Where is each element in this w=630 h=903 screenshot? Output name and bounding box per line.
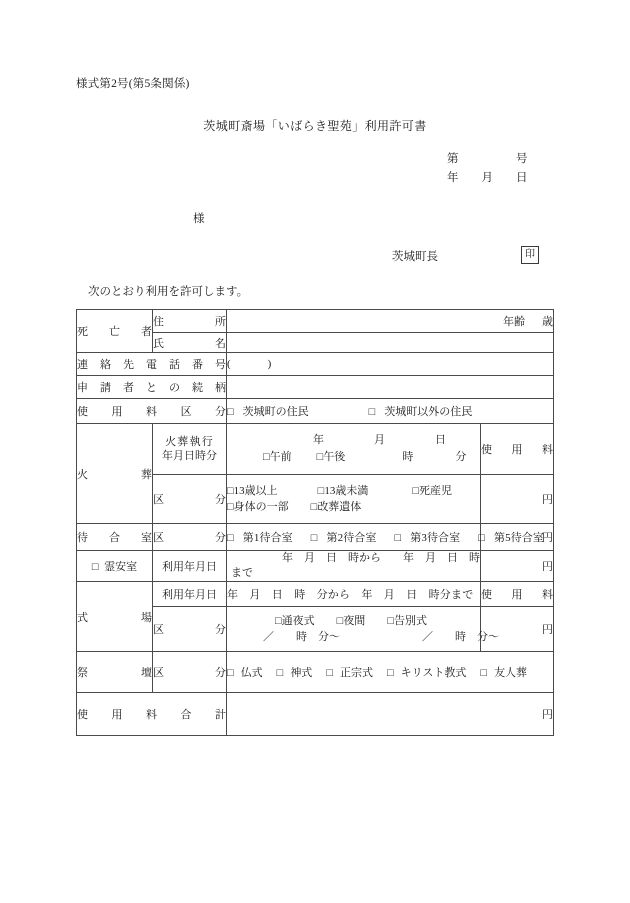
waiting-room-kind-label: 区分 bbox=[153, 524, 227, 551]
yen-unit: 円 bbox=[542, 494, 553, 506]
name-label: 氏名 bbox=[153, 333, 227, 353]
mortuary-date-label: 利用年月日 bbox=[153, 551, 227, 582]
checkbox-waiting-room-3[interactable] bbox=[395, 532, 470, 544]
option-label: 13歳以上 bbox=[233, 485, 278, 497]
table-row-cremation-datetime bbox=[77, 424, 554, 475]
altar-label: 祭壇 bbox=[77, 652, 153, 693]
month-label: 月 bbox=[374, 434, 385, 446]
year-label: 年 bbox=[313, 434, 324, 446]
checkbox-pm[interactable] bbox=[317, 451, 346, 463]
day-label: 日 bbox=[435, 434, 446, 446]
hour-label: 時 bbox=[402, 451, 414, 463]
checkbox-body-part[interactable] bbox=[227, 501, 289, 513]
cremation-datetime-label bbox=[153, 424, 227, 475]
option-label: 告別式 bbox=[393, 615, 427, 627]
mortuary-fee-value[interactable] bbox=[481, 551, 554, 582]
document-number-line: 第 号 bbox=[447, 153, 528, 165]
option-label: 茨城町以外の住民 bbox=[384, 406, 473, 418]
checkbox-age-under-13[interactable] bbox=[318, 485, 369, 497]
mortuary-label: 霊安室 bbox=[104, 561, 138, 573]
mortuary-label-cell[interactable] bbox=[77, 551, 153, 582]
hall-fee-header: 使用料 bbox=[481, 582, 554, 607]
checkbox-icon: □ bbox=[394, 532, 402, 544]
checkbox-icon: □ bbox=[478, 532, 485, 544]
checkbox-icon: □ bbox=[276, 667, 284, 679]
cremation-kind-label: 区分 bbox=[153, 475, 227, 524]
checkbox-icon: □ bbox=[336, 615, 344, 627]
checkbox-icon: □ bbox=[275, 615, 282, 627]
checkbox-reburial-body[interactable] bbox=[311, 501, 362, 513]
option-label: 第3待合室 bbox=[410, 532, 461, 544]
intro-text: 次のとおり利用を許可します。 bbox=[88, 286, 249, 298]
checkbox-icon: □ bbox=[387, 615, 394, 627]
cremation-datetime-label-line2: 年月日時分 bbox=[162, 450, 217, 462]
checkbox-resident-in-town[interactable] bbox=[227, 406, 309, 418]
yen-unit: 円 bbox=[542, 709, 553, 721]
table-row-fee-category bbox=[77, 399, 554, 424]
hall-date-label: 利用年月日 bbox=[153, 582, 227, 607]
table-row-mortuary bbox=[77, 551, 554, 582]
total-fee-value[interactable] bbox=[227, 693, 554, 736]
option-label: 改葬遺体 bbox=[317, 501, 362, 513]
page-title: 茨城町斎場「いばらき聖苑」利用許可書 bbox=[203, 119, 427, 133]
checkbox-icon: □ bbox=[317, 485, 325, 497]
checkbox-icon: □ bbox=[480, 667, 488, 679]
option-label: 死産児 bbox=[418, 485, 452, 497]
checkbox-icon: □ bbox=[310, 501, 318, 513]
checkbox-icon: □ bbox=[227, 532, 234, 544]
cremation-label: 火葬 bbox=[77, 424, 153, 524]
option-label: 第1待合室 bbox=[242, 532, 293, 544]
relation-label: 申請者との続柄 bbox=[77, 376, 227, 399]
relation-value-cell[interactable] bbox=[227, 376, 554, 399]
checkbox-shinto-style[interactable] bbox=[277, 667, 320, 679]
address-value-cell[interactable] bbox=[227, 310, 554, 333]
name-value-cell[interactable] bbox=[227, 333, 554, 353]
phone-label: 連絡先電話番号 bbox=[77, 353, 227, 376]
option-label: 茨城町の住民 bbox=[242, 406, 309, 418]
checkbox-icon: □ bbox=[227, 485, 234, 497]
checkbox-friends-funeral[interactable] bbox=[480, 667, 534, 679]
cremation-datetime-value[interactable] bbox=[227, 424, 481, 475]
document-number-block bbox=[447, 150, 528, 188]
checkbox-icon: □ bbox=[412, 485, 419, 497]
phone-value-cell[interactable] bbox=[227, 353, 554, 376]
hall-time-note-2: ／ 時 分～ bbox=[422, 631, 499, 643]
total-label: 使用料合計 bbox=[77, 693, 227, 736]
waiting-room-options bbox=[227, 524, 544, 551]
fee-category-options bbox=[227, 399, 554, 424]
form-code: 様式第2号(第5条関係) bbox=[76, 78, 190, 90]
checkbox-age-13-over[interactable] bbox=[227, 485, 278, 497]
yen-unit: 円 bbox=[542, 561, 553, 573]
checkbox-icon: □ bbox=[368, 406, 376, 418]
cremation-datetime-label-line1: 火葬執行 bbox=[165, 436, 214, 448]
table-row-waiting-room bbox=[77, 524, 554, 551]
altar-kind-label: 区分 bbox=[153, 652, 227, 693]
deceased-label: 死亡者 bbox=[77, 310, 153, 353]
mortuary-range-text: 年 月 日 時から 年 月 日 時 bbox=[282, 552, 480, 564]
checkbox-icon: □ bbox=[227, 667, 234, 679]
table-row-total bbox=[77, 693, 554, 736]
hall-label: 式場 bbox=[77, 582, 153, 652]
checkbox-am[interactable] bbox=[263, 451, 292, 463]
table-row-deceased-address bbox=[77, 310, 554, 333]
checkbox-waiting-room-1[interactable] bbox=[227, 532, 302, 544]
checkbox-farewell-ceremony[interactable] bbox=[387, 615, 427, 627]
table-row-hall-date bbox=[77, 582, 554, 607]
option-label: 午前 bbox=[269, 451, 292, 463]
cremation-kind-options bbox=[227, 475, 481, 524]
fee-category-label: 使用料区分 bbox=[77, 399, 227, 424]
waiting-room-label: 待合室 bbox=[77, 524, 153, 551]
hall-kind-label: 区分 bbox=[153, 607, 227, 652]
option-label: 夜間 bbox=[343, 615, 366, 627]
option-label: 通夜式 bbox=[281, 615, 315, 627]
checkbox-shoshu-style[interactable] bbox=[326, 667, 380, 679]
cremation-fee-header: 使用料 bbox=[481, 424, 554, 475]
checkbox-christian-style[interactable] bbox=[387, 667, 473, 679]
yen-unit: 円 bbox=[542, 624, 553, 636]
option-label: 第5待合室 bbox=[494, 532, 544, 544]
checkbox-buddhist-style[interactable] bbox=[227, 667, 270, 679]
option-label: 身体の一部 bbox=[233, 501, 289, 513]
paren-open: ( bbox=[227, 358, 232, 370]
minute-label: 分 bbox=[455, 451, 467, 463]
checkbox-icon: □ bbox=[316, 451, 324, 463]
checkbox-icon: □ bbox=[91, 561, 99, 573]
permit-details-table bbox=[76, 309, 554, 736]
checkbox-icon: □ bbox=[227, 406, 234, 418]
age-label: 年齢 bbox=[503, 316, 525, 328]
checkbox-waiting-room-2[interactable] bbox=[311, 532, 386, 544]
checkbox-icon: □ bbox=[310, 532, 318, 544]
option-label: 仏式 bbox=[240, 667, 263, 679]
altar-options bbox=[227, 652, 554, 693]
checkbox-stillborn[interactable] bbox=[412, 485, 452, 497]
option-label: 友人葬 bbox=[494, 667, 528, 679]
checkbox-icon: □ bbox=[263, 451, 270, 463]
cremation-fee-value[interactable] bbox=[481, 475, 554, 524]
table-row-relation bbox=[77, 376, 554, 399]
table-row-altar bbox=[77, 652, 554, 693]
option-label: 神式 bbox=[290, 667, 313, 679]
checkbox-icon: □ bbox=[227, 501, 234, 513]
checkbox-icon: □ bbox=[326, 667, 333, 679]
hall-kind-options bbox=[227, 607, 499, 652]
table-row-phone bbox=[77, 353, 554, 376]
mortuary-date-value[interactable] bbox=[227, 551, 481, 582]
addressee-line: 様 bbox=[193, 213, 205, 225]
option-label: 午後 bbox=[323, 451, 346, 463]
option-label: 正宗式 bbox=[339, 667, 373, 679]
paren-close: ) bbox=[267, 358, 273, 370]
checkbox-night-use[interactable] bbox=[337, 615, 366, 627]
option-label: 13歳未満 bbox=[324, 485, 369, 497]
age-unit: 歳 bbox=[542, 316, 553, 328]
mortuary-until-text: まで bbox=[231, 567, 253, 579]
checkbox-mortuary[interactable] bbox=[92, 561, 99, 573]
option-label: 第2待合室 bbox=[326, 532, 377, 544]
issuer-name: 茨城町長 bbox=[392, 251, 438, 263]
document-date-line: 年 月 日 bbox=[447, 172, 528, 184]
yen-unit: 円 bbox=[542, 532, 553, 544]
option-label: キリスト教式 bbox=[400, 667, 467, 679]
checkbox-wake-ceremony[interactable] bbox=[275, 615, 315, 627]
hall-time-note-1: ／ 時 分～ bbox=[263, 631, 340, 643]
seal-stamp-box: 印 bbox=[521, 246, 539, 264]
checkbox-icon: □ bbox=[386, 667, 394, 679]
checkbox-resident-outside-town[interactable] bbox=[369, 403, 473, 419]
hall-date-value[interactable]: 年 月 日 時 分から 年 月 日 時分まで bbox=[227, 582, 481, 607]
address-label: 住所 bbox=[153, 310, 227, 333]
